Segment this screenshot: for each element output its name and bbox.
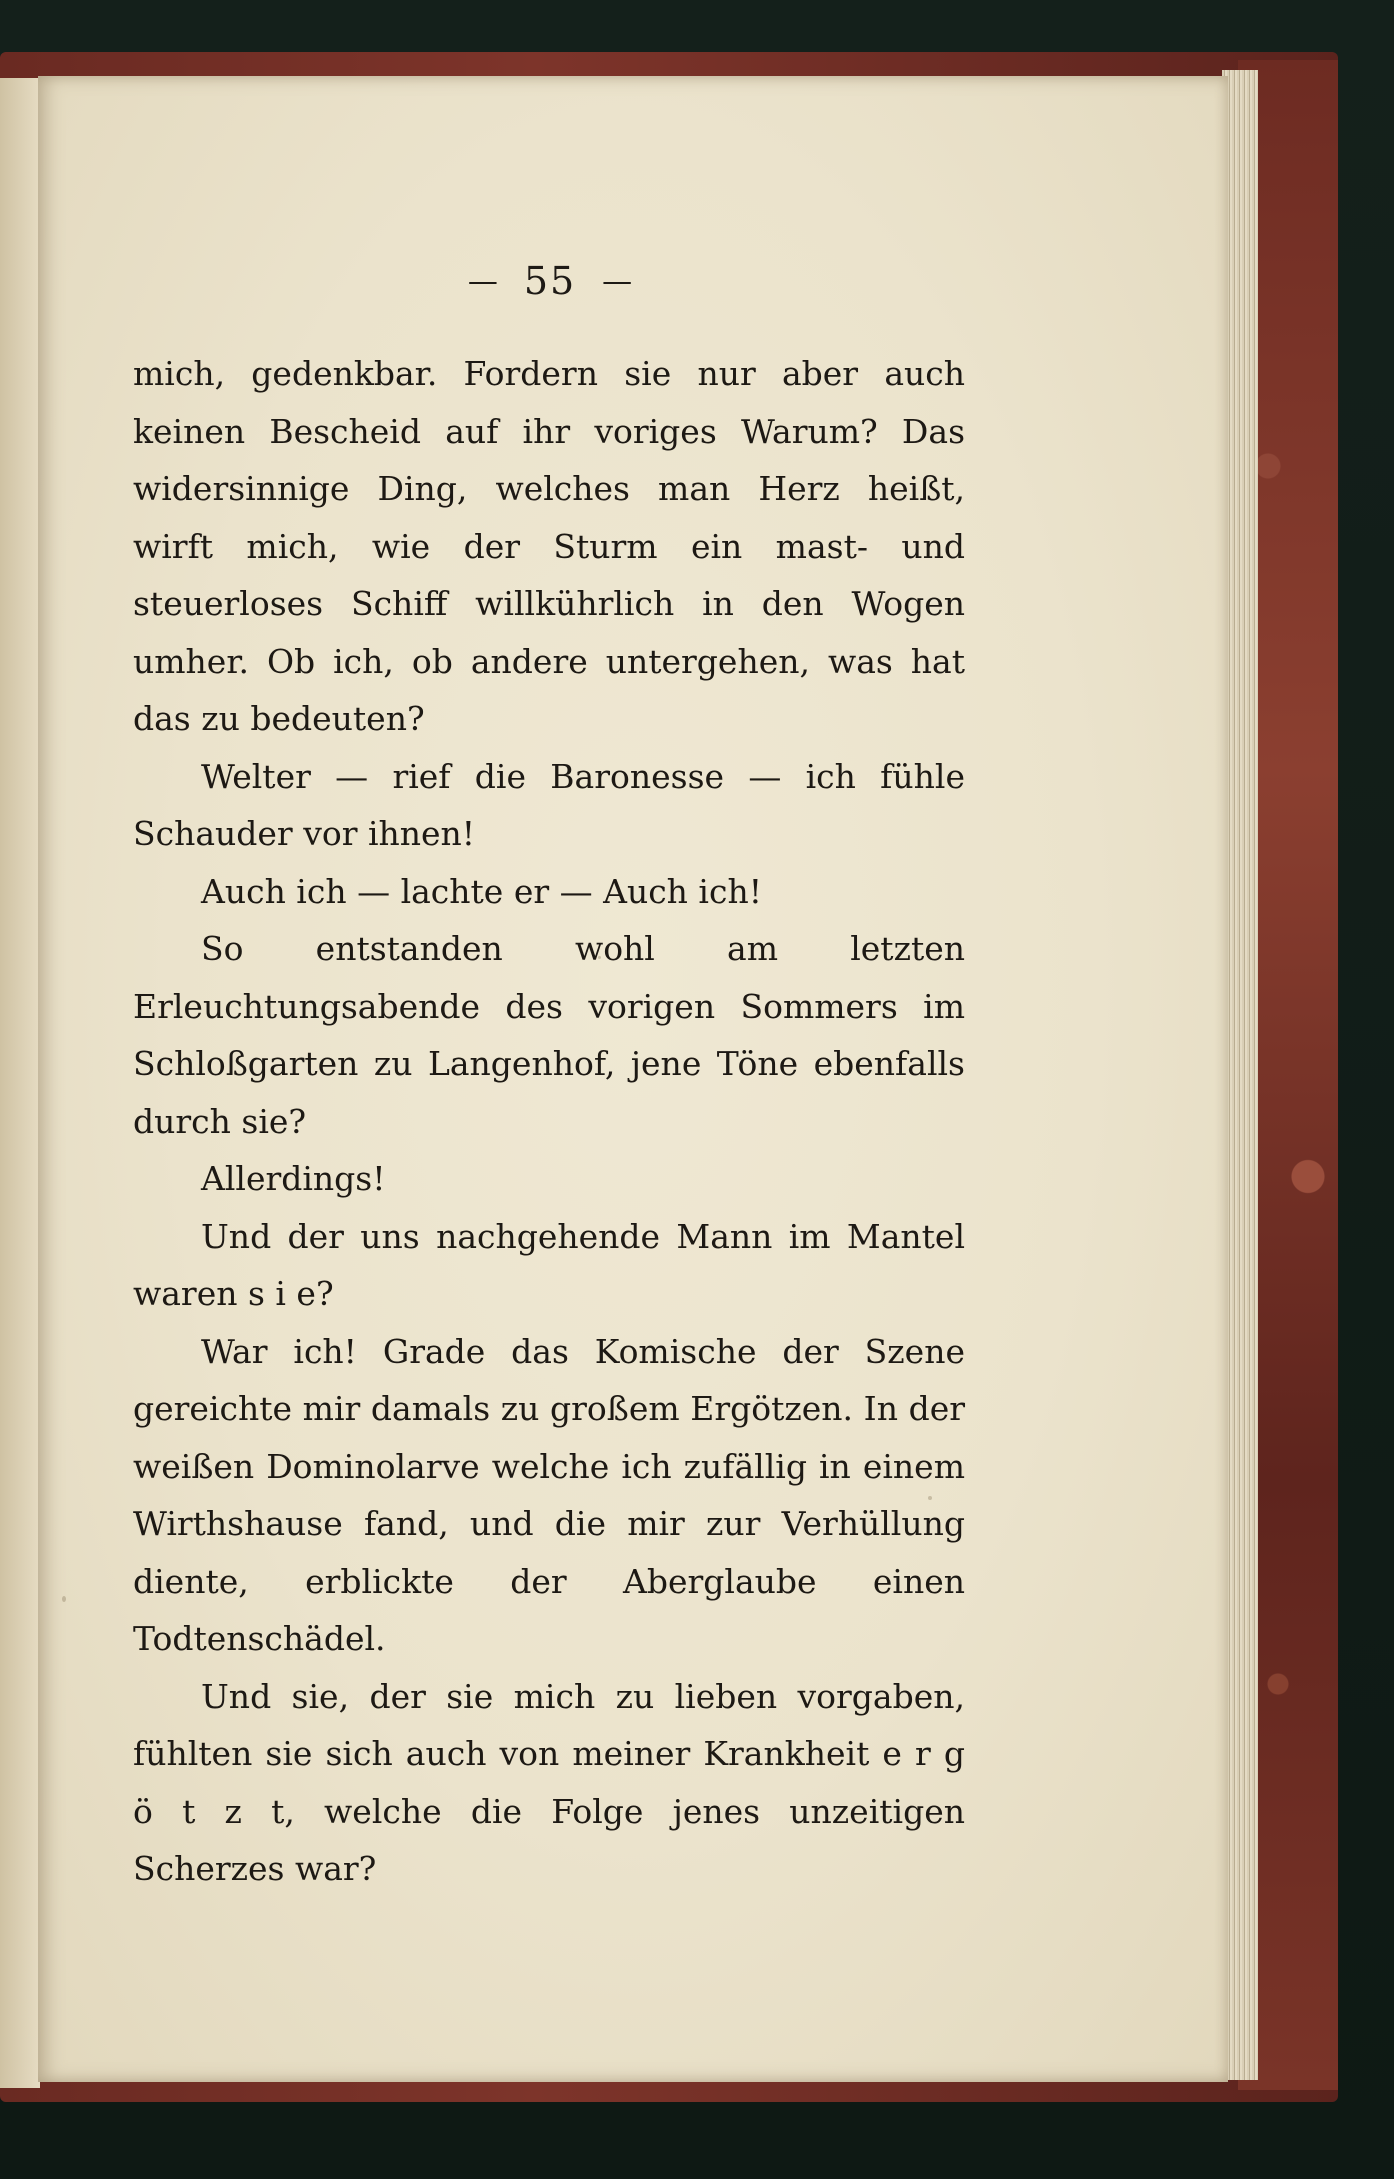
paragraph: Auch ich — lachte er — Auch ich! [201, 871, 762, 911]
page-number: 55 [523, 259, 577, 303]
paragraph: So entstanden wohl am letzten Erleuchtungsabende des vorigen Sommers im Schloßgarten zu Langenhof, jene Töne ebenfalls durch sie? [133, 929, 965, 1141]
facing-page-edge [0, 78, 40, 2088]
header-dash-right: — [602, 263, 633, 299]
page-header [400, 256, 700, 306]
header-dash-left: — [467, 263, 498, 299]
paragraph: mich, gedenkbar. Fordern sie nur aber auch keinen Bescheid auf ihr voriges Warum? Das widersinnige Ding, welches man Herz heißt, wirft mich, wie der Sturm ein mast- und steuerloses Schiff willkührlich in den Wogen umher. Ob ich, ob andere untergehen, was hat das zu bedeuten? [133, 354, 965, 738]
paragraph: Welter — rief die Baronesse — ich fühle Schauder vor ihnen! [133, 756, 965, 853]
paragraph: Und sie, der sie mich zu lieben vorgaben, fühlten sie sich auch von meiner Krankheit e r g ö t z t, welche die Folge jenes unzeitigen Scherzes war? [133, 1676, 965, 1888]
paragraph: Und der uns nachgehende Mann im Mantel waren s i e? [133, 1216, 965, 1313]
paragraph: Allerdings! [201, 1159, 386, 1198]
body-text [133, 345, 965, 1898]
paper-speck [62, 1596, 66, 1602]
paragraph: War ich! Grade das Komische der Szene gereichte mir damals zu großem Ergötzen. In der weißen Dominolarve welche ich zufällig in einem Wirthshause fand, und die mir zur Verhüllung diente, erblickte der Aberglaube einen Todtenschädel. [133, 1331, 965, 1658]
